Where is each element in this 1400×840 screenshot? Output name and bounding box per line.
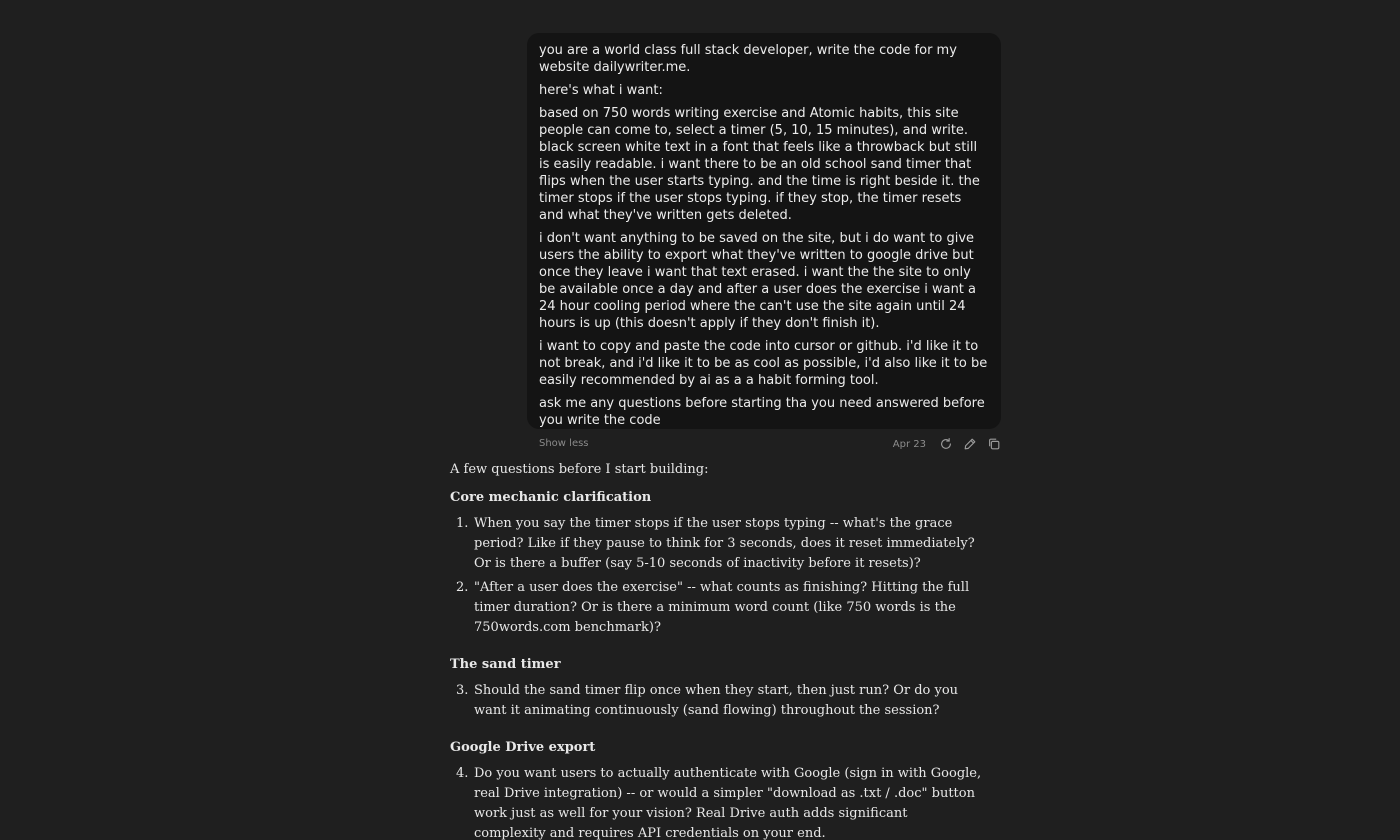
list-item — [450, 514, 990, 574]
list-item — [450, 578, 990, 638]
list-number: 1. — [456, 516, 469, 531]
section-heading: Core mechanic clarification — [450, 490, 652, 505]
user-message-paragraph: based on 750 words writing exercise and Atomic habits, this site people can come to, select a timer (5, 10, 15 minutes), and write. black screen white text in a font that feels like a throwback but still is easily readable. i want there to be an old school sand timer that flips when the user starts typing. and the time is right beside it. the timer stops if the user stops typing. if they stop, the timer resets and what they've written gets deleted. — [539, 106, 980, 223]
list-item — [450, 764, 990, 840]
user-message-paragraph: i don't want anything to be saved on the site, but i do want to give users the ability to export what they've written to google drive but once they leave i want that text erased. i want the the site to only be available once a day and after a user does the exercise i want a 24 hour cooling period where the can't use the site again until 24 hours is up (this doesn't apply if they don't finish it). — [539, 231, 977, 331]
list-text: When you say the timer stops if the user stops typing -- what's the grace period? Like if they pause to think for 3 seconds, does it reset immediately? Or is there a buffer (say 5-10 seconds of inactivity before it resets)? — [474, 516, 975, 571]
list-number: 4. — [456, 766, 469, 781]
question-list — [450, 764, 990, 840]
show-less-button[interactable]: Show less — [539, 438, 589, 449]
assistant-message — [450, 460, 990, 840]
list-text: Do you want users to actually authenticate with Google (sign in with Google, real Drive integration) -- or would a simpler "download as .txt / .doc" button work just as well for your vision? Real Drive auth adds significant complexity and requires API credentials on your end. — [474, 766, 982, 840]
list-text: "After a user does the exercise" -- what counts as finishing? Hitting the full timer duration? Or is there a minimum word count (like 750 words is the 750words.com benchmark)? — [474, 580, 970, 635]
list-number: 3. — [456, 683, 469, 698]
user-message-paragraph: here's what i want: — [539, 83, 663, 98]
section-heading: The sand timer — [450, 657, 561, 672]
assistant-intro: A few questions before I start building: — [450, 462, 709, 477]
retry-icon[interactable] — [938, 437, 953, 452]
user-message-paragraph: i want to copy and paste the code into cursor or github. i'd like it to not break, and i'd like it to be as cool as possible, i'd also like it to be easily recommended by ai as a a habit forming tool. — [539, 339, 988, 388]
question-list — [450, 681, 990, 721]
copy-icon[interactable] — [986, 437, 1001, 452]
question-list — [450, 514, 990, 638]
list-number: 2. — [456, 580, 469, 595]
user-message-paragraph: ask me any questions before starting tha you need answered before you write the code — [539, 396, 985, 428]
message-actions-bar — [880, 434, 1001, 454]
list-text: Should the sand timer flip once when they start, then just run? Or do you want it animating continuously (sand flowing) throughout the session? — [474, 683, 959, 718]
user-message-paragraph: you are a world class full stack developer, write the code for my website dailywriter.me. — [539, 43, 957, 75]
edit-icon[interactable] — [962, 437, 977, 452]
message-date: Apr 23 — [892, 438, 926, 450]
section-heading: Google Drive export — [450, 740, 596, 755]
list-item — [450, 681, 990, 721]
